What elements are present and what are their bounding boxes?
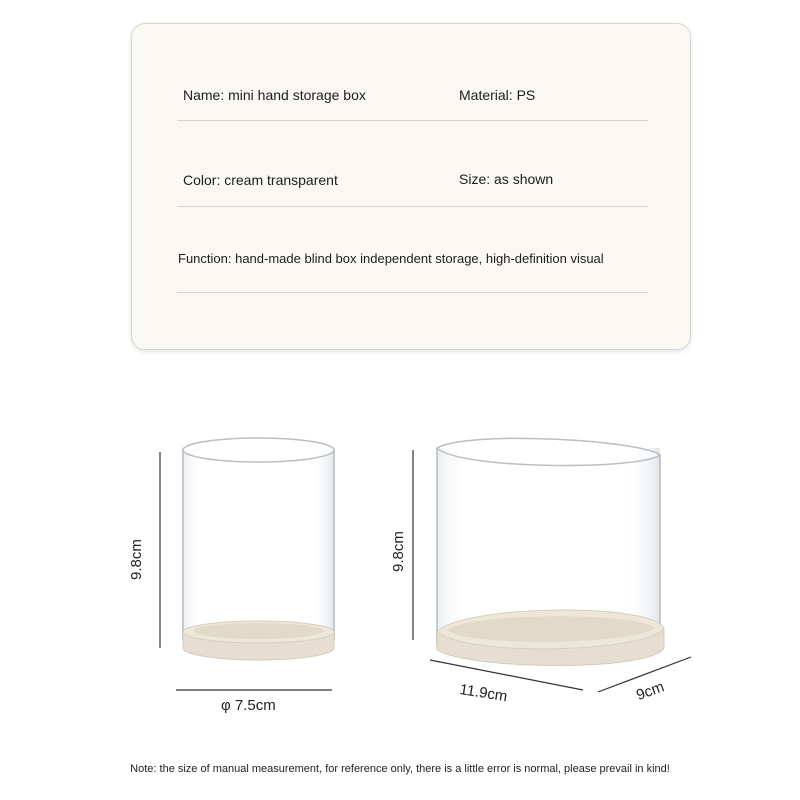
- round-storage-box: [183, 438, 334, 660]
- spec-color: Color: cream transparent: [183, 172, 338, 188]
- spec-name: Name: mini hand storage box: [183, 87, 366, 103]
- oval-length-label: 11.9cm: [458, 681, 509, 706]
- oval-width-label: 9cm: [634, 678, 667, 704]
- round-height-label: 9.8cm: [128, 539, 145, 580]
- measurement-note: Note: the size of manual measurement, for reference only, there is a little error is normal, please prevail in kind!: [130, 763, 670, 775]
- spec-size: Size: as shown: [459, 171, 554, 187]
- oval-height-label: 9.8cm: [390, 531, 407, 572]
- oval-storage-box: [437, 438, 664, 665]
- round-diameter-label: φ 7.5cm: [221, 697, 276, 714]
- spec-material: Material: PS: [459, 87, 536, 103]
- spec-function: Function: hand-made blind box independent storage, high-definition visual: [178, 251, 604, 266]
